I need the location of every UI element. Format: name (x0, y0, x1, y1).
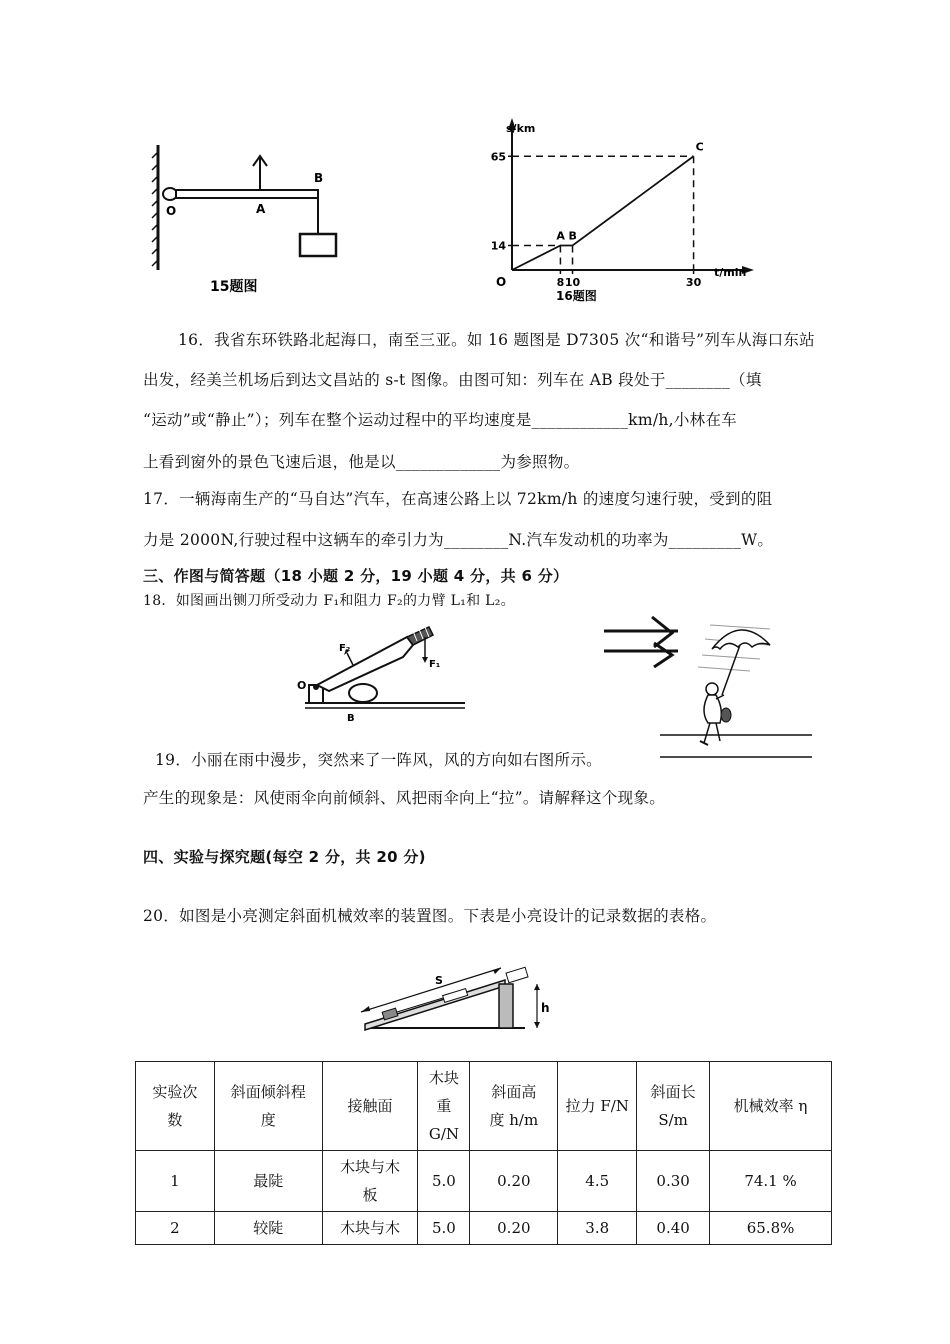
figure-20-incline (355, 958, 560, 1038)
table-header-cell: 木块重 G/N (418, 1062, 470, 1151)
point-label-a: A (556, 229, 565, 243)
figure-15 (140, 140, 360, 300)
table-cell: 5.0 (418, 1151, 470, 1212)
table-header-cell: 斜面高 度 h/m (470, 1062, 558, 1151)
table-row (136, 1151, 832, 1212)
table-cell: 2 (136, 1212, 215, 1245)
table-header-cell: 拉力 F/N (558, 1062, 637, 1151)
y-tick-label-14: 14 (490, 239, 506, 253)
q16-line-4: 上看到窗外的景色飞速后退，他是以_____________为参照物。 (143, 453, 580, 471)
fig15-label-b: B (314, 171, 324, 185)
series-line-s-t (512, 156, 694, 270)
table-cell: 最陡 (214, 1151, 322, 1212)
table-cell: 74.1 % (710, 1151, 832, 1212)
table-cell: 木块与木 板 (322, 1151, 418, 1212)
table-cell: 0.40 (637, 1212, 710, 1245)
table-cell: 65.8% (710, 1212, 832, 1245)
figure-16-chart (480, 118, 770, 308)
point-label-c: C (695, 140, 704, 154)
q16-line-3: “运动”或“静止”）；列车在整个运动过程中的平均速度是____________km/h,小林在车 (143, 411, 738, 429)
q16-line-2: 出发，经美兰机场后到达文昌站的 s-t 图像。由图可知：列车在 AB 段处于________（填 (143, 371, 762, 389)
y-tick-label-65: 65 (490, 150, 506, 164)
fig16-x-axis-label: t/min (714, 266, 747, 279)
table-cell: 4.5 (558, 1151, 637, 1212)
table-row (136, 1212, 832, 1245)
table-cell: 3.8 (558, 1212, 637, 1245)
fig16-origin-label: O (496, 275, 507, 289)
q19-line-1: 19．小丽在雨中漫步，突然来了一阵风，风的方向如右图所示。 (155, 751, 602, 769)
table-cell: 1 (136, 1151, 215, 1212)
fig18-label-f1: F₁ (429, 659, 441, 670)
table-header-cell: 机械效率 η (710, 1062, 832, 1151)
table-cell: 较陡 (214, 1212, 322, 1245)
table-cell: 5.0 (418, 1212, 470, 1245)
figure-18-cutter (295, 615, 475, 725)
fig15-caption: 15题图 (210, 279, 258, 295)
fig18-label-f2: F₂ (339, 643, 351, 654)
q17-line-2: 力是 2000N,行驶过程中这辆车的牵引力为________N.汽车发动机的功率为_________W。 (143, 531, 774, 549)
table-header-row (136, 1062, 832, 1151)
table-cell: 0.20 (470, 1212, 558, 1245)
point-label-b: B (568, 229, 577, 243)
x-tick-label-30: 30 (685, 276, 702, 289)
q18-text: 18．如图画出铡刀所受动力 F₁和阻力 F₂的力臂 L₁和 L₂。 (143, 593, 515, 609)
q17-line-1: 17．一辆海南生产的“马自达”汽车，在高速公路上以 72km/h 的速度匀速行驶，受到的阻 (143, 490, 773, 508)
fig16-caption: 16题图 (556, 289, 597, 303)
table-header-cell: 斜面长 S/m (637, 1062, 710, 1151)
x-tick-label-10: 10 (564, 276, 581, 289)
fig20-label-s: S (435, 974, 443, 987)
table-header-cell: 接触面 (322, 1062, 418, 1151)
q20-text: 20．如图是小亮测定斜面机械效率的装置图。下表是小亮设计的记录数据的表格。 (143, 907, 717, 925)
fig15-label-a: A (256, 202, 266, 216)
figure-19-umbrella (600, 615, 815, 763)
x-tick-label-8: 8 (556, 276, 565, 289)
q19-line-2: 产生的现象是：风使雨伞向前倾斜、风把雨伞向上“拉”。请解释这个现象。 (143, 789, 666, 807)
section-4-title: 四、实验与探究题(每空 2 分，共 20 分) (143, 848, 426, 866)
fig15-label-o: O (166, 204, 177, 218)
fig18-label-b: B (347, 713, 355, 724)
table-header-cell: 斜面倾斜程 度 (214, 1062, 322, 1151)
table-cell: 0.20 (470, 1151, 558, 1212)
table-cell: 0.30 (637, 1151, 710, 1212)
section-3-title: 三、作图与简答题（18 小题 2 分，19 小题 4 分，共 6 分） (143, 567, 569, 585)
fig18-label-o: O (297, 679, 307, 692)
fig20-label-h: h (541, 1001, 550, 1015)
q16-line-1: 16．我省东环铁路北起海口，南至三亚。如 16 题图是 D7305 次“和谐号”列车从海口东站 (178, 331, 815, 349)
table-cell: 木块与木 (322, 1212, 418, 1245)
experiment-table (135, 1061, 832, 1245)
table-header-cell: 实验次 数 (136, 1062, 215, 1151)
fig16-y-axis-label: s/km (506, 122, 536, 135)
